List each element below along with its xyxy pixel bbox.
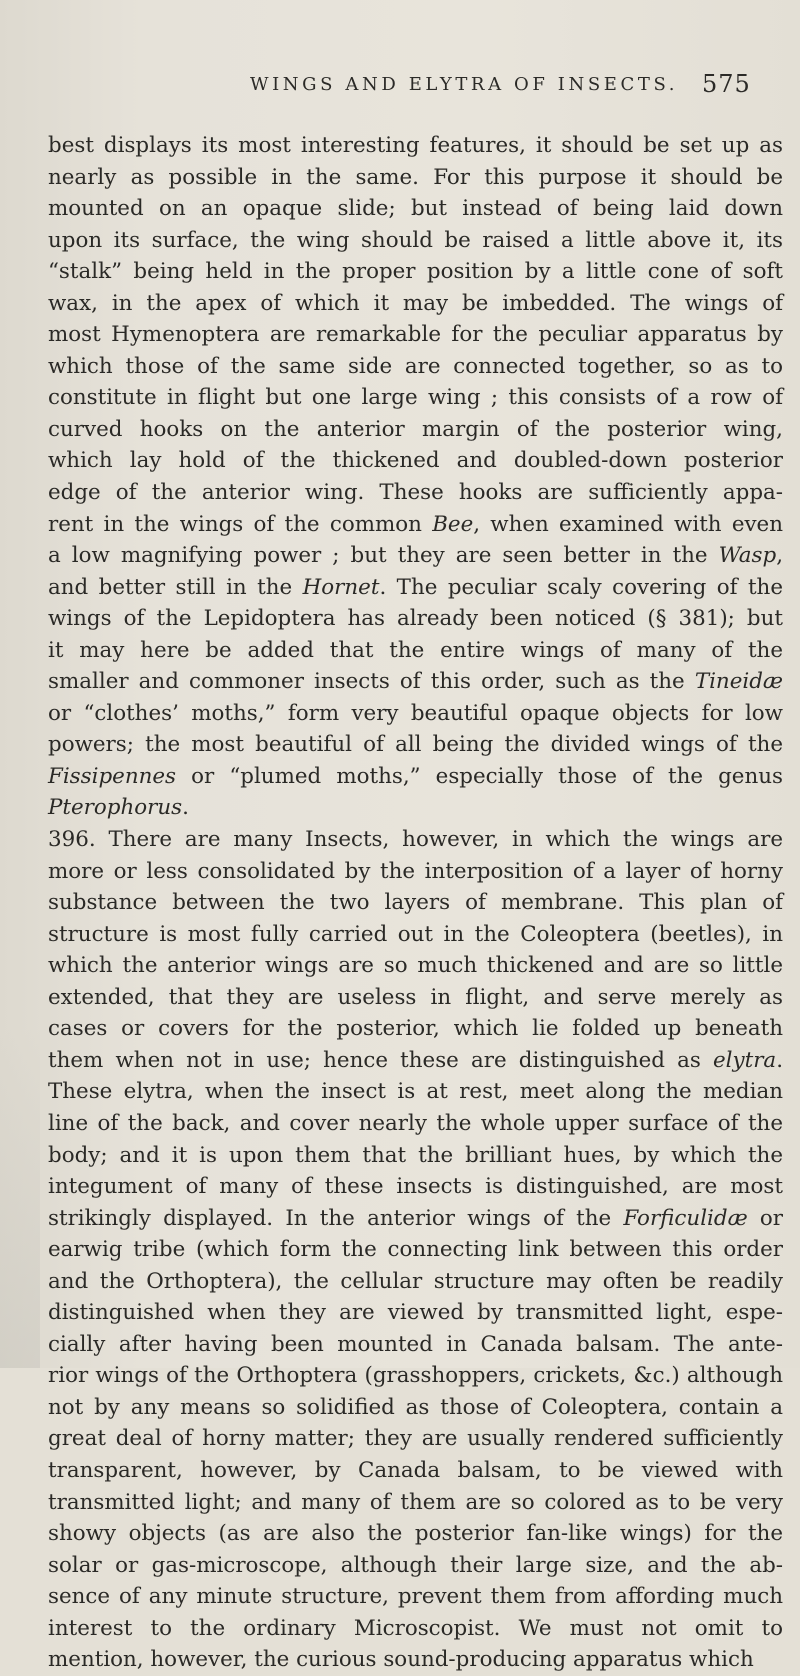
text-line	[48, 162, 783, 194]
text-line	[48, 1013, 783, 1045]
text-line	[48, 193, 783, 225]
text-line	[48, 1581, 783, 1613]
italic-term: Forficulidæ	[623, 1205, 748, 1231]
text-line	[48, 1297, 783, 1329]
text-line	[48, 1203, 783, 1235]
text-run: .	[776, 1047, 783, 1073]
text-run: which the anterior wings are so much thickened and are so little	[48, 953, 783, 979]
text-line	[48, 919, 783, 951]
body-text	[48, 130, 783, 1676]
text-run: earwig tribe (which form the connecting link between this order	[48, 1237, 783, 1263]
text-line	[48, 1266, 783, 1298]
text-line	[48, 1140, 783, 1172]
text-run: upon its surface, the wing should be raised a little above it, its	[48, 227, 783, 253]
italic-term: Bee	[432, 511, 474, 537]
text-line	[48, 288, 783, 320]
text-line	[48, 1518, 783, 1550]
text-line	[48, 1329, 783, 1361]
running-head	[0, 70, 800, 110]
text-run: extended, that they are useless in flight, and serve merely as	[48, 984, 783, 1010]
italic-term: elytra	[713, 1047, 777, 1073]
text-run: them when not in use; hence these are distinguished as	[48, 1047, 714, 1073]
text-run: most Hymenoptera are remarkable for the peculiar apparatus by	[48, 322, 783, 348]
text-run: ,	[776, 543, 783, 569]
italic-term: Wasp	[718, 543, 777, 569]
text-run: mention, however, the curious sound-producing apparatus which	[48, 1647, 754, 1673]
text-run: body; and it is upon them that the brilliant hues, by which the	[48, 1142, 783, 1168]
text-line	[48, 1171, 783, 1203]
text-run: transmitted light; and many of them are so colored as to be very	[48, 1489, 783, 1515]
text-run: which those of the same side are connected together, so as to	[48, 353, 783, 379]
text-line	[48, 982, 783, 1014]
text-line	[48, 477, 783, 509]
text-run: great deal of horny matter; they are usually rendered sufficiently	[48, 1426, 783, 1452]
text-run: or	[747, 1205, 784, 1231]
text-line	[48, 1234, 783, 1266]
text-run: or “clothes’ moths,” form very beautiful opaque objects for low	[48, 700, 783, 726]
text-line	[48, 509, 783, 541]
text-run: a low magnifying power ; but they are seen better in the	[48, 543, 719, 569]
text-run: strikingly displayed. In the anterior wings of the	[48, 1205, 624, 1231]
text-run: substance between the two layers of membrane. This plan of	[48, 890, 783, 916]
text-run: structure is most fully carried out in the Coleoptera (beetles), in	[48, 921, 783, 947]
text-run: cially after having been mounted in Canada balsam. The ante-	[48, 1331, 783, 1357]
text-run: rent in the wings of the common	[48, 511, 433, 537]
text-run: powers; the most beautiful of all being the divided wings of the	[48, 732, 783, 758]
text-line	[48, 414, 783, 446]
text-line	[48, 729, 783, 761]
text-line	[48, 319, 783, 351]
italic-term: Fissipennes	[48, 763, 177, 789]
text-line	[48, 1392, 783, 1424]
text-run: nearly as possible in the same. For this purpose it should be	[48, 164, 783, 190]
text-line	[48, 351, 783, 383]
text-run: wax, in the apex of which it may be imbedded. The wings of	[48, 290, 783, 316]
text-run: rior wings of the Orthoptera (grasshoppers, crickets, &c.) although	[48, 1363, 783, 1389]
text-run: These elytra, when the insect is at rest, meet along the median	[48, 1079, 783, 1105]
text-line	[48, 698, 783, 730]
text-line	[48, 540, 783, 572]
text-line	[48, 1644, 783, 1676]
text-line	[48, 603, 783, 635]
text-line	[48, 225, 783, 257]
text-run: 396. There are many Insects, however, in which the wings are	[48, 827, 783, 853]
text-line	[48, 130, 783, 162]
text-run: sence of any minute structure, prevent them from affording much	[48, 1584, 783, 1610]
text-line	[48, 824, 783, 856]
text-line	[48, 1613, 783, 1645]
text-line	[48, 1108, 783, 1140]
italic-term: Hornet	[302, 574, 380, 600]
text-line	[48, 1360, 783, 1392]
text-run: and the Orthoptera), the cellular structure may often be readily	[48, 1268, 783, 1294]
text-run: solar or gas-microscope, although their large size, and the ab-	[48, 1552, 783, 1578]
text-run: constitute in flight but one large wing ; this consists of a row of	[48, 385, 783, 411]
text-line	[48, 572, 783, 604]
text-line	[48, 635, 783, 667]
text-line	[48, 856, 783, 888]
text-run: it may here be added that the entire wings of many of the	[48, 637, 783, 663]
text-line	[48, 1455, 783, 1487]
text-run: . The peculiar scaly covering of the	[379, 574, 783, 600]
text-line	[48, 1076, 783, 1108]
text-run: curved hooks on the anterior margin of the posterior wing,	[48, 416, 783, 442]
text-run: not by any means so solidified as those of Coleoptera, contain a	[48, 1394, 783, 1420]
text-line	[48, 666, 783, 698]
text-run: distinguished when they are viewed by transmitted light, espe-	[48, 1300, 783, 1326]
text-line	[48, 1045, 783, 1077]
text-line	[48, 950, 783, 982]
text-run: , when examined with even	[473, 511, 783, 537]
page-number: 575	[702, 70, 751, 98]
text-line	[48, 761, 783, 793]
text-run: more or less consolidated by the interposition of a layer of horny	[48, 858, 783, 884]
text-line	[48, 792, 783, 824]
text-run: mounted on an opaque slide; but instead of being laid down	[48, 196, 783, 222]
text-run: .	[182, 795, 189, 821]
text-line	[48, 382, 783, 414]
italic-term: Tineidæ	[694, 669, 783, 695]
text-run: wings of the Lepidoptera has already been noticed (§ 381); but	[48, 606, 783, 632]
text-run: smaller and commoner insects of this order, such as the	[48, 669, 695, 695]
text-run: transparent, however, by Canada balsam, to be viewed with	[48, 1457, 783, 1483]
text-run: “stalk” being held in the proper position by a little cone of soft	[48, 259, 783, 285]
text-line	[48, 445, 783, 477]
text-line	[48, 887, 783, 919]
text-line	[48, 1550, 783, 1582]
text-run: and better still in the	[48, 574, 303, 600]
text-line	[48, 1423, 783, 1455]
text-line	[48, 256, 783, 288]
page-edge-shadow	[0, 1028, 40, 1368]
text-run: or “plumed moths,” especially those of the genus	[176, 763, 783, 789]
text-run: integument of many of these insects is distinguished, are most	[48, 1174, 783, 1200]
text-run: which lay hold of the thickened and doubled-down posterior	[48, 448, 783, 474]
text-line	[48, 1487, 783, 1519]
text-run: best displays its most interesting features, it should be set up as	[48, 133, 783, 158]
italic-term: Pterophorus	[48, 795, 183, 821]
text-run: interest to the ordinary Microscopist. We must not omit to	[48, 1615, 783, 1641]
text-run: edge of the anterior wing. These hooks are sufficiently appa-	[48, 480, 783, 506]
text-run: showy objects (as are also the posterior fan-like wings) for the	[48, 1521, 783, 1547]
text-run: line of the back, and cover nearly the whole upper surface of the	[48, 1110, 783, 1136]
running-title: WINGS AND ELYTRA OF INSECTS.	[250, 74, 679, 95]
text-run: cases or covers for the posterior, which lie folded up beneath	[48, 1016, 783, 1042]
